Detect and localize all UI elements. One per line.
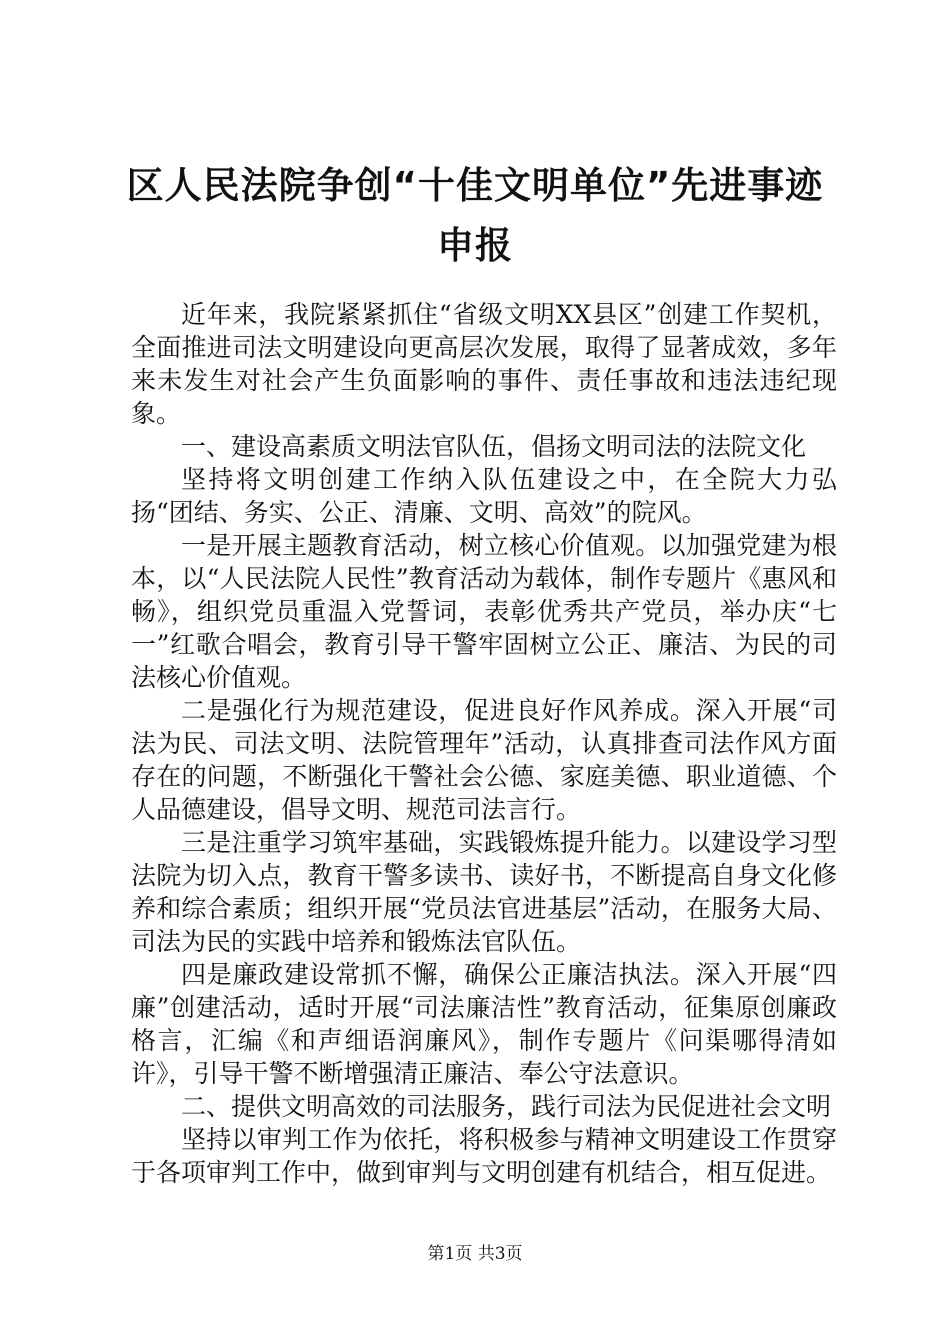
paragraph: 四是廉政建设常抓不懈，确保公正廉洁执法。深入开展“四廉”创建活动，适时开展“司法廉洁性”教育活动，征集原创廉政格言，汇编《和声细语润廉风》，制作专题片《问渠哪得清如许》，引导干警不断增强清正廉洁、奉公守法意识。 bbox=[131, 960, 837, 1088]
paragraph: 坚持将文明创建工作纳入队伍建设之中，在全院大力弘扬“团结、务实、公正、清廉、文明、高效”的院风。 bbox=[131, 465, 837, 527]
paragraph: 三是注重学习筑牢基础，实践锻炼提升能力。以建设学习型法院为切入点，教育干警多读书、读好书，不断提高自身文化修养和综合素质；组织开展“党员法官进基层”活动，在服务大局、司法为民的实践中培养和锻炼法官队伍。 bbox=[131, 828, 837, 956]
paragraph: 一是开展主题教育活动，树立核心价值观。以加强党建为根本，以“人民法院人民性”教育活动为载体，制作专题片《惠风和畅》，组织党员重温入党誓词，表彰优秀共产党员，举办庆“七一”红歌合唱会，教育引导干警牢固树立公正、廉洁、为民的司法核心价值观。 bbox=[131, 531, 837, 692]
paragraph: 二是强化行为规范建设，促进良好作风养成。深入开展“司法为民、司法文明、法院管理年”活动，认真排查司法作风方面存在的问题，不断强化干警社会公德、家庭美德、职业道德、个人品德建设，倡导文明、规范司法言行。 bbox=[131, 696, 837, 824]
section-heading-1: 一、建设高素质文明法官队伍，倡扬文明司法的法院文化 bbox=[181, 432, 807, 461]
page-number-footer: 第1页 共3页 bbox=[427, 1244, 523, 1264]
paragraph: 坚持以审判工作为依托，将积极参与精神文明建设工作贯穿于各项审判工作中，做到审判与文明创建有机结合，相互促进。 bbox=[131, 1125, 837, 1187]
paragraph-intro: 近年来，我院紧紧抓住“省级文明XX县区”创建工作契机，全面推进司法文明建设向更高层次发展，取得了显著成效，多年来未发生对社会产生负面影响的事件、责任事故和违法违纪现象。 bbox=[131, 300, 837, 428]
document-title: 区人民法院争创“十佳文明单位”先进事迹申报 bbox=[126, 164, 824, 267]
section-heading-2: 二、提供文明高效的司法服务，践行司法为民促进社会文明 bbox=[181, 1092, 832, 1121]
document-body bbox=[131, 298, 837, 1189]
